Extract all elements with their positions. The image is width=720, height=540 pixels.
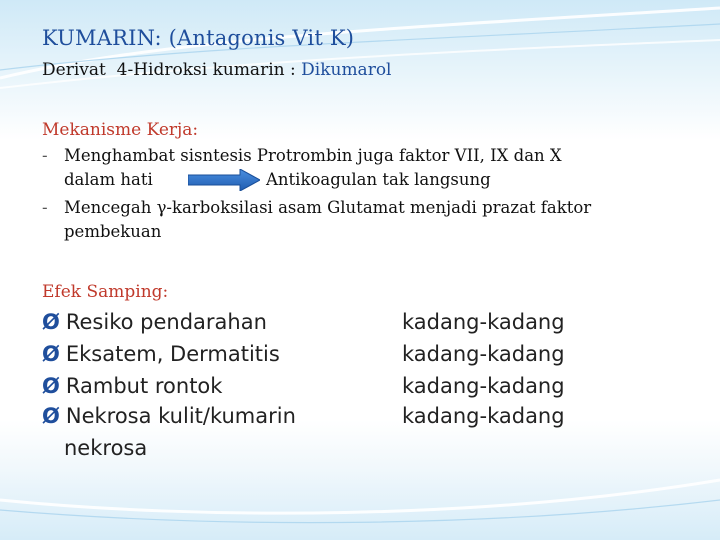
mechanism-item-1-line-2b: Antikoagulan tak langsung bbox=[266, 170, 491, 189]
subtitle-prefix: Derivat 4-Hidroksi kumarin : bbox=[42, 60, 302, 80]
mechanism-heading: Mekanisme Kerja: bbox=[42, 120, 199, 140]
side-effect-label: Nekrosa kulit/kumarin bbox=[65, 404, 296, 428]
side-effect-frequency: kadang-kadang bbox=[402, 342, 565, 366]
mechanism-dash-1: - bbox=[42, 146, 48, 165]
side-effect-frequency: kadang-kadang bbox=[402, 310, 565, 334]
bullet-arrow-icon: Ø bbox=[42, 310, 60, 334]
side-effect-item bbox=[42, 404, 296, 428]
side-effect-label: Rambut rontok bbox=[65, 374, 223, 398]
mechanism-item-1-line-2a: dalam hati bbox=[64, 170, 153, 189]
side-effect-item-continuation: nekrosa bbox=[64, 436, 148, 460]
mechanism-item-2-line-2: pembekuan bbox=[64, 222, 162, 241]
side-effect-item bbox=[42, 342, 280, 366]
slide-title: KUMARIN: (Antagonis Vit K) bbox=[42, 26, 355, 50]
bullet-arrow-icon: Ø bbox=[42, 404, 60, 428]
mechanism-item-1-line-1: Menghambat sisntesis Protrombin juga faktor VII, IX dan X bbox=[64, 146, 562, 165]
side-effect-label: Resiko pendarahan bbox=[65, 310, 267, 334]
side-effect-item bbox=[42, 310, 267, 334]
side-effects-heading: Efek Samping: bbox=[42, 282, 169, 302]
bullet-arrow-icon: Ø bbox=[42, 374, 60, 398]
subtitle-highlight: Dikumarol bbox=[301, 60, 392, 80]
mechanism-item-2-line-1: Mencegah γ-karboksilasi asam Glutamat menjadi prazat faktor bbox=[64, 198, 592, 217]
side-effect-label: Eksatem, Dermatitis bbox=[65, 342, 280, 366]
side-effect-item bbox=[42, 374, 222, 398]
mechanism-dash-2: - bbox=[42, 198, 48, 217]
side-effect-frequency: kadang-kadang bbox=[402, 404, 565, 428]
bullet-arrow-icon: Ø bbox=[42, 342, 60, 366]
side-effect-frequency: kadang-kadang bbox=[402, 374, 565, 398]
slide-subtitle bbox=[42, 60, 392, 80]
right-arrow-icon bbox=[188, 169, 260, 191]
